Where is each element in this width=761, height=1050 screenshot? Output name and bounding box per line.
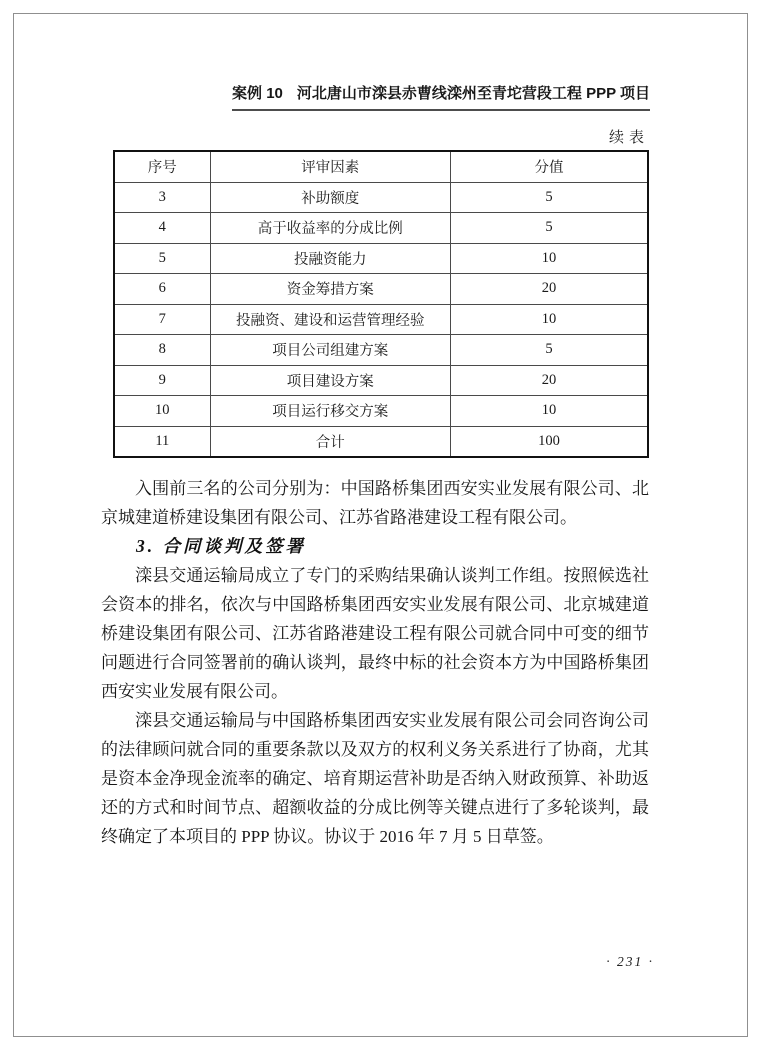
table-cell: 20 bbox=[450, 274, 648, 305]
paragraph-contract-terms: 滦县交通运输局与中国路桥集团西安实业发展有限公司会同咨询公司的法律顾问就合同的重要条款以及双方的权利义务关系进行了协商，尤其是资本金净现金流率的确定、培育期运营补助是否纳入财政预算、补助返还的方式和时间节点、超额收益的分成比例等关键点进行了多轮谈判，最终确定了本项目的 PPP 协议。协议于 2016 年 7 月 5 日草签。 bbox=[101, 711, 649, 846]
table-header-cell: 分值 bbox=[450, 151, 648, 182]
section-heading: 3. 合同谈判及签署 bbox=[136, 536, 306, 556]
score-table bbox=[113, 150, 649, 458]
table-row bbox=[114, 335, 648, 366]
table-cell: 7 bbox=[114, 304, 210, 335]
table-cell: 9 bbox=[114, 365, 210, 396]
paragraph-negotiation-group: 滦县交通运输局成立了专门的采购结果确认谈判工作组。按照候选社会资本的排名，依次与中国路桥集团西安实业发展有限公司、北京城建道桥建设集团有限公司、江苏省路港建设工程有限公司就合同中可变的细节问题进行合同签署前的确认谈判，最终中标的社会资本方为中国路桥集团西安实业发展有限公司。 bbox=[101, 566, 649, 701]
table-cell: 合计 bbox=[210, 426, 450, 457]
table-row bbox=[114, 396, 648, 427]
table-cell: 项目运行移交方案 bbox=[210, 396, 450, 427]
table-cell: 6 bbox=[114, 274, 210, 305]
case-label: 案例 10 bbox=[232, 85, 283, 102]
table-header-row bbox=[114, 151, 648, 182]
table-cell: 投融资能力 bbox=[210, 243, 450, 274]
table-cell: 5 bbox=[450, 213, 648, 244]
continued-table-note: 续表 bbox=[608, 130, 649, 146]
table-cell: 资金筹措方案 bbox=[210, 274, 450, 305]
table-row bbox=[114, 426, 648, 457]
body-text bbox=[101, 474, 649, 851]
table-row bbox=[114, 274, 648, 305]
table-cell: 项目建设方案 bbox=[210, 365, 450, 396]
table-cell: 5 bbox=[450, 182, 648, 213]
table-cell: 高于收益率的分成比例 bbox=[210, 213, 450, 244]
page-number: · 231 · bbox=[606, 954, 654, 969]
table-cell: 20 bbox=[450, 365, 648, 396]
table-cell: 4 bbox=[114, 213, 210, 244]
table-row bbox=[114, 213, 648, 244]
table-cell: 10 bbox=[450, 243, 648, 274]
table-cell: 项目公司组建方案 bbox=[210, 335, 450, 366]
table-cell: 10 bbox=[114, 396, 210, 427]
table-cell: 11 bbox=[114, 426, 210, 457]
table-row bbox=[114, 243, 648, 274]
table-cell: 8 bbox=[114, 335, 210, 366]
paragraph-shortlist: 入围前三名的公司分别为：中国路桥集团西安实业发展有限公司、北京城建道桥建设集团有限公司、江苏省路港建设工程有限公司。 bbox=[101, 479, 649, 527]
table-row bbox=[114, 365, 648, 396]
table-cell: 10 bbox=[450, 304, 648, 335]
table-header-cell: 序号 bbox=[114, 151, 210, 182]
table-cell: 10 bbox=[450, 396, 648, 427]
running-header bbox=[232, 85, 650, 111]
table-cell: 补助额度 bbox=[210, 182, 450, 213]
case-title: 河北唐山市滦县赤曹线滦州至青坨营段工程 PPP 项目 bbox=[296, 85, 650, 102]
table-row bbox=[114, 304, 648, 335]
table-header-cell: 评审因素 bbox=[210, 151, 450, 182]
table-cell: 5 bbox=[114, 243, 210, 274]
table-cell: 5 bbox=[450, 335, 648, 366]
table-cell: 100 bbox=[450, 426, 648, 457]
table-cell: 投融资、建设和运营管理经验 bbox=[210, 304, 450, 335]
table-cell: 3 bbox=[114, 182, 210, 213]
table-row bbox=[114, 182, 648, 213]
